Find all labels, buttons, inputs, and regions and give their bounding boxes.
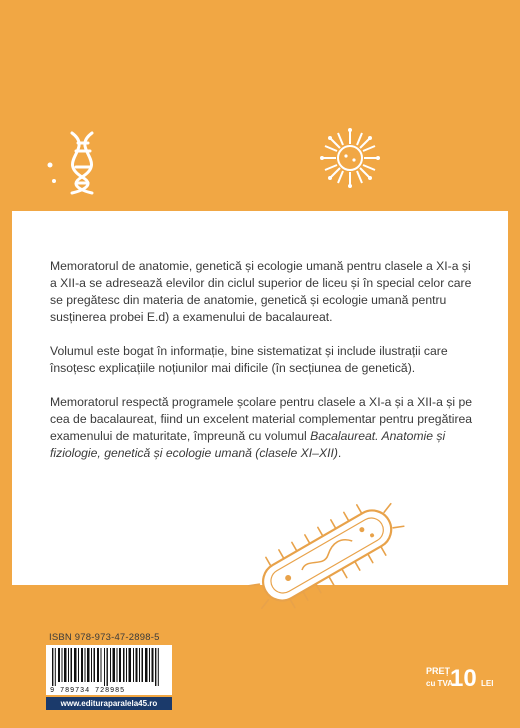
price-tag [426,666,496,696]
description-text [50,258,480,479]
bacteria-icon [238,480,418,630]
barcode-bars [46,645,172,687]
vat-label: cu TVA [426,679,453,688]
paragraph-3-text: Memoratorul respectă programele școlare pentru clasele a XI-a și a XII-a și pe cea de bacalaureat, fiind un excelent material complementar pentru pregătirea examenului de maturitate, împreună cu volumul [50,395,473,443]
virus-icon [318,126,382,190]
description-paragraph-1: Memoratorul de anatomie, genetică și ecologie umană pentru clasele a XI-a și a XII-a se adresează elevilor din ciclul superior de liceu și în special celor care se pregătesc din materia de anatomie, genetică și ecologie umană pentru susținerea probei E.d) a examenului de bacalaureat. [50,259,472,324]
price-amount: 10 [450,665,477,692]
referenced-book-title: Bacalaureat. Anatomie și fiziologie, genetică și ecologie umană (clasele XI–XII) [50,429,446,460]
barcode-number: 9 789734 728985 [50,687,126,695]
price-label: PREȚ [426,666,451,676]
description-paragraph-3 [50,394,480,462]
dna-icon [42,131,122,195]
publisher-website: www.edituraparalela45.ro [46,697,172,710]
description-paragraph-2: Volumul este bogat în informație, bine sistematizat și include ilustrații care însoțesc explicațiile noțiunilor mai dificile (în secțiunea de genetică). [50,344,448,375]
isbn: ISBN 978-973-47-2898-5 [49,632,160,643]
price-currency: LEI [481,679,494,688]
paragraph-3-end: . [337,446,342,460]
